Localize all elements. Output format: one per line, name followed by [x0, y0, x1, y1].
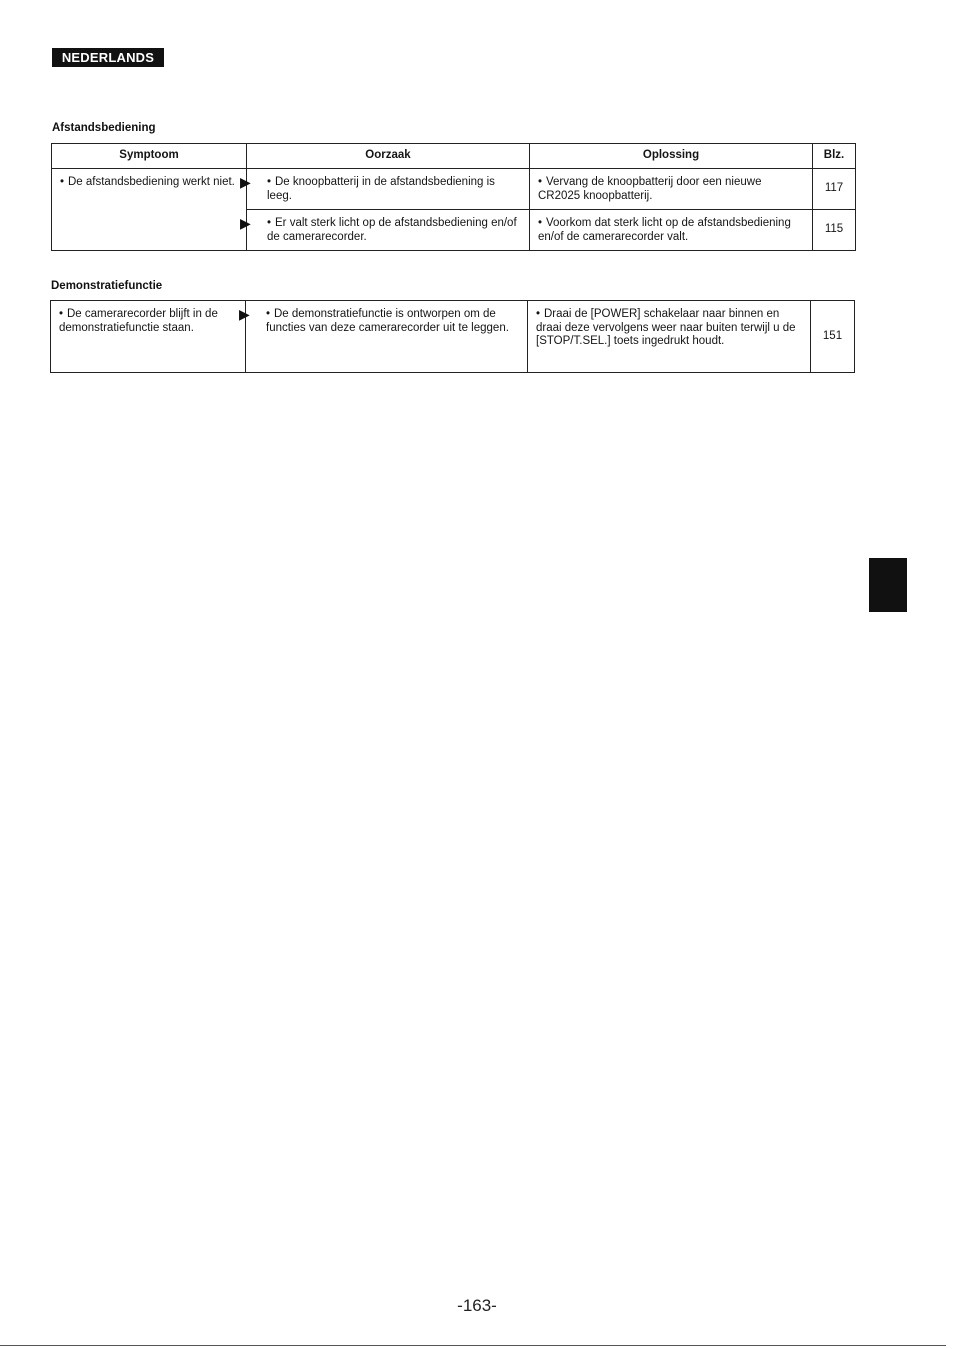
column-header-symptom: Symptoom [52, 144, 247, 169]
solution-cell [530, 169, 813, 210]
cause-cell [240, 169, 530, 210]
chapter-tab-marker [869, 558, 907, 612]
page-reference: 151 [811, 301, 855, 373]
table-row [51, 301, 855, 373]
column-header-cause: Oorzaak [247, 144, 530, 169]
solution-text: Voorkom dat sterk licht op de afstandsbediening en/of de camerarecorder valt. [538, 217, 791, 243]
table-row [52, 169, 856, 210]
solution-cell [528, 301, 811, 373]
bullet-icon: • [267, 217, 272, 229]
bullet-icon: • [538, 176, 543, 188]
solution-cell [530, 210, 813, 251]
bullet-icon: • [536, 308, 541, 320]
cause-cell [240, 210, 530, 251]
column-header-page: Blz. [813, 144, 856, 169]
language-badge: NEDERLANDS [52, 48, 164, 67]
cause-text: De demonstratiefunctie is ontworpen om de functies van deze camerarecorder uit te leggen. [266, 308, 509, 334]
arrow-right-icon: ▶ [240, 215, 251, 231]
solution-text: Vervang de knoopbatterij door een nieuwe CR2025 knoopbatterij. [538, 176, 762, 202]
arrow-right-icon: ▶ [240, 174, 251, 190]
page-number: -163- [457, 1296, 497, 1315]
cause-text: Er valt sterk licht op de afstandsbediening en/of de camerarecorder. [267, 217, 517, 243]
footer-divider [0, 1345, 946, 1346]
cause-cell [239, 301, 528, 373]
symptom-text: De camerarecorder blijft in de demonstratiefunctie staan. [59, 308, 218, 334]
symptom-cell [52, 169, 247, 251]
solution-text: Draai de [POWER] schakelaar naar binnen en draai deze vervolgens weer naar buiten terwijl u de [STOP/T.SEL.] toets ingedrukt houdt. [536, 308, 796, 347]
bullet-icon: • [60, 176, 65, 188]
bullet-icon: • [59, 308, 64, 320]
table-header-row [52, 144, 856, 169]
demo-function-table [50, 300, 855, 373]
bullet-icon: • [266, 308, 271, 320]
symptom-text: De afstandsbediening werkt niet. [68, 176, 235, 188]
column-header-solution: Oplossing [530, 144, 813, 169]
cause-text: De knoopbatterij in de afstandsbediening is leeg. [267, 176, 495, 202]
remote-control-table [51, 143, 856, 251]
section-title-demo-function: Demonstratiefunctie [51, 280, 163, 292]
page-reference: 115 [813, 210, 856, 251]
page-reference: 117 [813, 169, 856, 210]
bullet-icon: • [267, 176, 272, 188]
bullet-icon: • [538, 217, 543, 229]
section-title-remote-control: Afstandsbediening [52, 122, 156, 134]
arrow-right-icon: ▶ [239, 306, 250, 322]
symptom-cell [51, 301, 246, 373]
